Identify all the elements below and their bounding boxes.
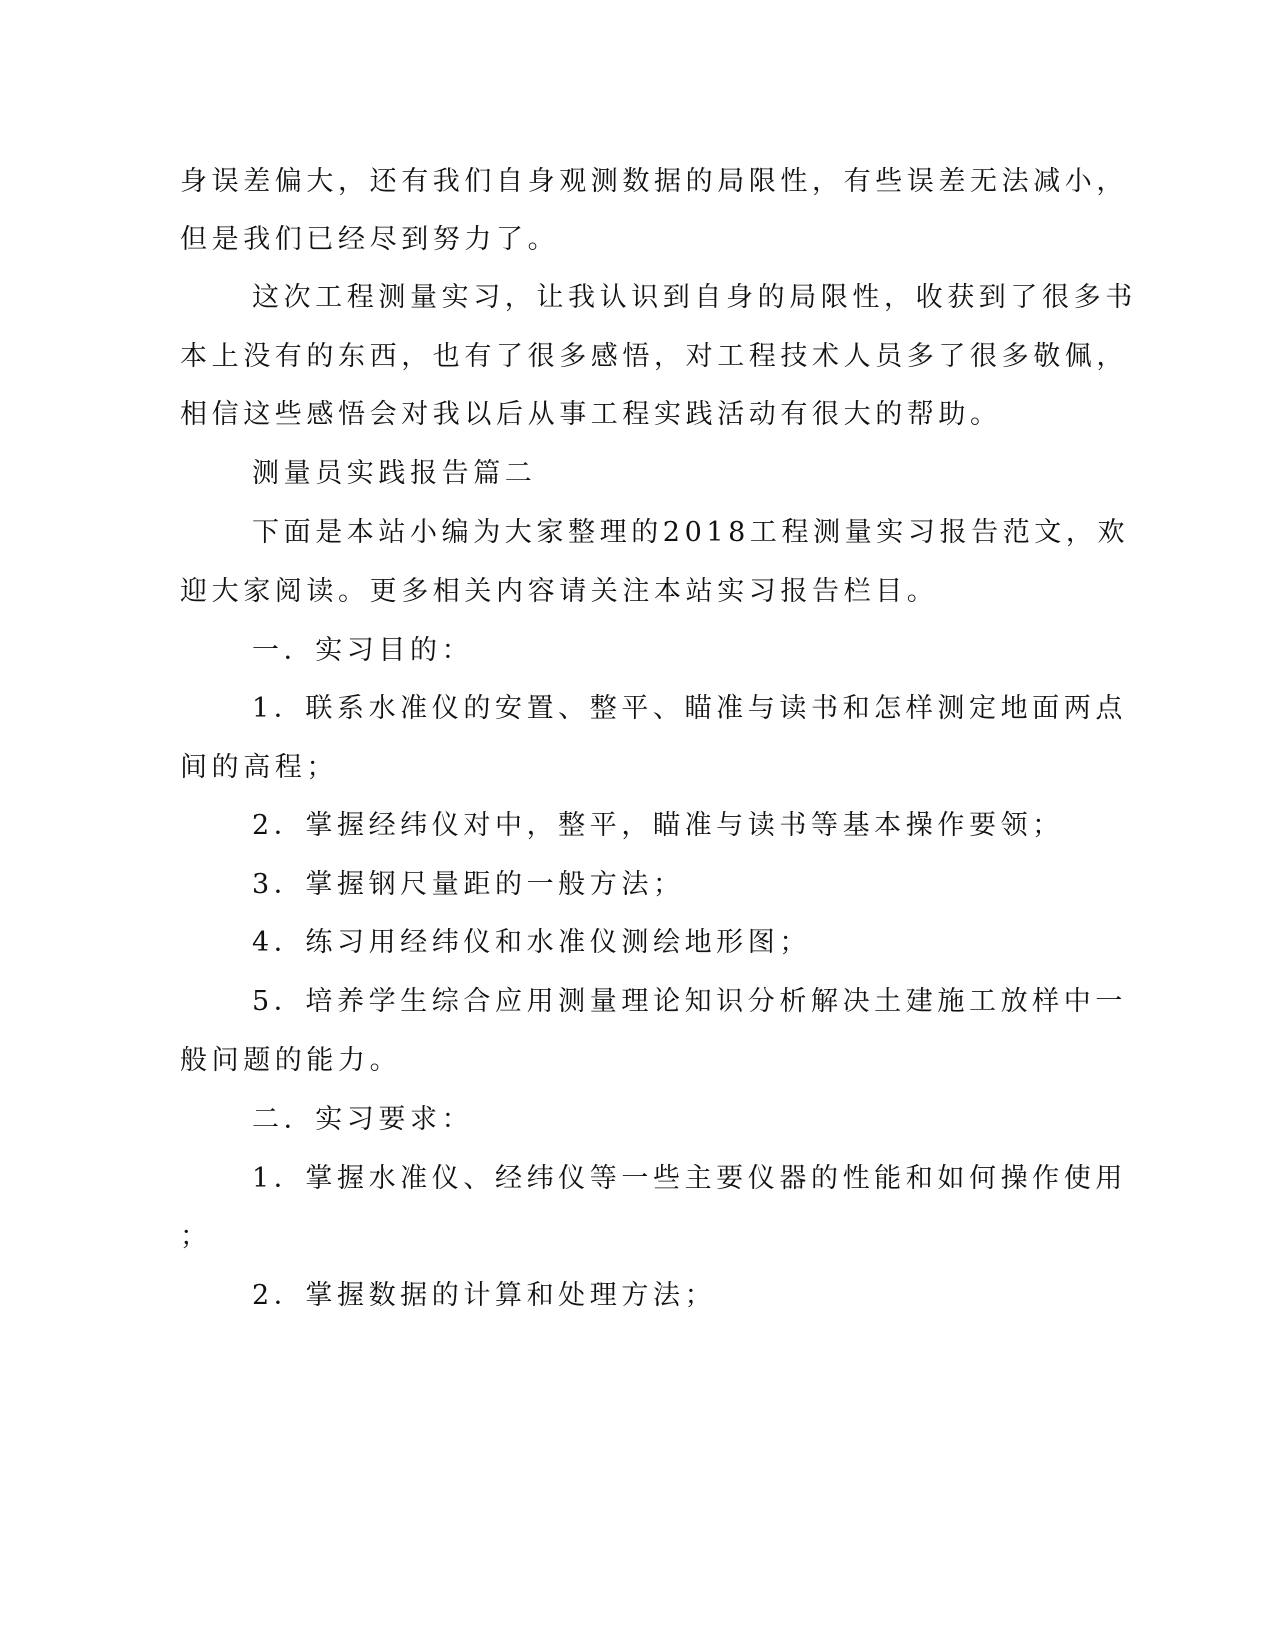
text-line-7: 下面是本站小编为大家整理的2018工程测量实习报告范文，欢: [252, 517, 1130, 548]
list-item-5-cont: 般问题的能力。: [180, 1045, 402, 1076]
req-item-1: 1．掌握水准仪、经纬仪等一些主要仪器的性能和如何操作使用: [252, 1163, 1127, 1194]
text-line-2: 但是我们已经尽到努力了。: [180, 224, 560, 255]
list-item-1-cont: 间的高程；: [180, 752, 338, 783]
list-item-5: 5．培养学生综合应用测量理论知识分析解决土建施工放样中一: [252, 986, 1127, 1017]
subheading-objectives: 一．实习目的：: [252, 635, 474, 666]
section-heading: 测量员实践报告篇二: [252, 458, 537, 489]
subheading-requirements: 二．实习要求：: [252, 1104, 474, 1135]
req-item-2: 2．掌握数据的计算和处理方法；: [252, 1280, 717, 1311]
list-item-3: 3．掌握钢尺量距的一般方法；: [252, 869, 685, 900]
text-line-5: 相信这些感悟会对我以后从事工程实践活动有很大的帮助。: [180, 399, 1002, 430]
text-line-3: 这次工程测量实习，让我认识到自身的局限性，收获到了很多书: [252, 282, 1137, 313]
list-item-1: 1．联系水准仪的安置、整平、瞄准与读书和怎样测定地面两点: [252, 693, 1127, 724]
text-line-8: 迎大家阅读。更多相关内容请关注本站实习报告栏目。: [180, 576, 939, 607]
text-line-1: 身误差偏大，还有我们自身观测数据的局限性，有些误差无法减小，: [180, 166, 1128, 197]
req-item-1-cont: ；: [180, 1221, 212, 1252]
text-line-4: 本上没有的东西，也有了很多感悟，对工程技术人员多了很多敬佩，: [180, 341, 1128, 372]
list-item-2: 2．掌握经纬仪对中，整平，瞄准与读书等基本操作要领；: [252, 810, 1064, 841]
list-item-4: 4．练习用经纬仪和水准仪测绘地形图；: [252, 927, 811, 958]
